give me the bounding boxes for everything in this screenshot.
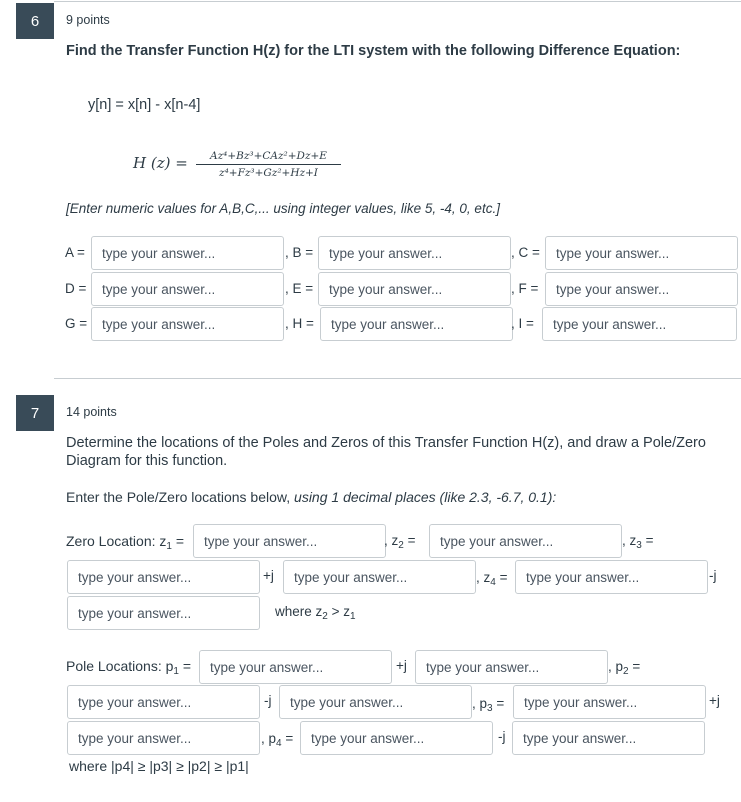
pole-label-text: Pole Locations: p bbox=[66, 658, 174, 674]
label-d: D = bbox=[65, 281, 87, 296]
z2-imag-input[interactable] bbox=[67, 560, 260, 594]
z4-eq: = bbox=[495, 570, 508, 585]
label-h: , H = bbox=[285, 316, 314, 331]
transfer-function-denominator: z⁴+Fz³+Gz²+Hz+I bbox=[219, 167, 318, 179]
z4-imag-input[interactable] bbox=[67, 596, 260, 630]
z3-subscript: 3 bbox=[636, 540, 642, 551]
p2-eq: = bbox=[628, 659, 641, 674]
z3-comma: , bbox=[622, 533, 626, 548]
zero-label-text: Zero Location: z bbox=[66, 533, 167, 549]
p4-subscript: 4 bbox=[276, 738, 282, 749]
z3-real-input[interactable] bbox=[283, 560, 476, 594]
p4-minus-j: -j bbox=[498, 729, 506, 744]
label-g: G = bbox=[65, 316, 88, 331]
p3-comma: , bbox=[472, 696, 476, 711]
input-d[interactable] bbox=[91, 272, 284, 306]
z3-eq: = bbox=[641, 533, 654, 548]
input-b[interactable] bbox=[318, 236, 511, 270]
q7-instruction bbox=[66, 489, 556, 505]
pole-location-label bbox=[66, 658, 191, 677]
fraction-bar bbox=[196, 164, 341, 165]
p3-plus-j: +j bbox=[709, 693, 720, 708]
label-b: , B = bbox=[285, 245, 314, 260]
question-7-points: 14 points bbox=[66, 405, 117, 419]
p2-label: , $p_2$ = bbox=[608, 659, 641, 677]
p2-subscript: 2 bbox=[623, 666, 629, 677]
z1-real-input[interactable] bbox=[193, 524, 386, 558]
input-f[interactable] bbox=[545, 272, 738, 306]
z1-eq: = bbox=[171, 533, 185, 549]
zero-location-label bbox=[66, 533, 184, 552]
label-e: , E = bbox=[285, 281, 314, 296]
z2-real-input[interactable] bbox=[429, 524, 622, 558]
question-7-number: 7 bbox=[16, 395, 54, 431]
p4-label: , $p_4$ = bbox=[261, 731, 294, 749]
z2-subscript: 2 bbox=[398, 540, 404, 551]
z3-label: , $z_3$ = bbox=[622, 533, 654, 551]
z4-label: , $z_4$ = bbox=[476, 570, 508, 588]
zero-where-mid: > z bbox=[327, 604, 350, 619]
label-f: , F = bbox=[511, 281, 539, 296]
question-6-title: Find the Transfer Function H(z) for the LTI system with the following Difference Equation: bbox=[66, 43, 681, 59]
p3-subscript: 3 bbox=[487, 703, 493, 714]
question-6-points: 9 points bbox=[66, 13, 110, 27]
difference-equation: y[n] = x[n] - x[n-4] bbox=[88, 97, 201, 113]
z2-eq: = bbox=[403, 533, 416, 548]
where-z2-subscript: 2 bbox=[322, 611, 328, 622]
p1-plus-j: +j bbox=[396, 658, 407, 673]
where-z1-subscript: 1 bbox=[349, 611, 356, 622]
input-c[interactable] bbox=[545, 236, 738, 270]
z4-minus-j: -j bbox=[709, 568, 717, 583]
question-7-top-divider bbox=[54, 378, 741, 379]
transfer-function-numerator: Az⁴+Bz³+CAz²+Dz+E bbox=[210, 150, 327, 162]
zero-constraint bbox=[275, 604, 356, 622]
input-h[interactable] bbox=[320, 307, 513, 341]
p4-imag-input[interactable] bbox=[512, 721, 705, 755]
p3-eq: = bbox=[492, 696, 505, 711]
transfer-function-fraction bbox=[196, 150, 341, 179]
question-6-number: 6 bbox=[16, 3, 54, 39]
pole-constraint: where |p4| ≥ |p3| ≥ |p2| ≥ |p1| bbox=[69, 758, 249, 774]
q7-instruction-italic: using 1 decimal places (like 2.3, -6.7, 0.1): bbox=[294, 489, 557, 505]
p3-real-input[interactable] bbox=[513, 685, 706, 719]
zero-where-prefix: where z bbox=[275, 604, 323, 619]
z4-real-input[interactable] bbox=[515, 560, 708, 594]
z1-subscript: 1 bbox=[166, 541, 172, 552]
p1-subscript: 1 bbox=[173, 666, 179, 677]
label-a: A = bbox=[65, 245, 85, 260]
input-a[interactable] bbox=[91, 236, 284, 270]
z4-subscript: 4 bbox=[490, 577, 496, 588]
p4-real-input[interactable] bbox=[300, 721, 493, 755]
z2-comma: , bbox=[384, 533, 388, 548]
label-i: , I = bbox=[511, 316, 534, 331]
p3-imag-input[interactable] bbox=[67, 721, 260, 755]
p3-label: , $p_3$ = bbox=[472, 696, 505, 714]
p2-real-input[interactable] bbox=[67, 685, 260, 719]
p2-minus-j: -j bbox=[264, 693, 272, 708]
p4-eq: = bbox=[281, 731, 294, 746]
p2-imag-input[interactable] bbox=[279, 685, 472, 719]
question-6-top-divider bbox=[54, 1, 741, 2]
input-g[interactable] bbox=[91, 307, 284, 341]
transfer-function-lhs: H (z) = bbox=[133, 154, 188, 172]
label-c: , C = bbox=[511, 245, 540, 260]
q6-instruction: [Enter numeric values for A,B,C,... using integer values, like 5, -4, 0, etc.] bbox=[66, 201, 500, 216]
question-7-description: Determine the locations of the Poles and Zeros of this Transfer Function H(z), and draw a Pole/Zero Diagram for this function. bbox=[66, 435, 706, 469]
input-i[interactable] bbox=[542, 307, 737, 341]
z2-plus-j: +j bbox=[263, 568, 274, 583]
input-e[interactable] bbox=[318, 272, 511, 306]
p1-real-input[interactable] bbox=[199, 650, 392, 684]
p1-imag-input[interactable] bbox=[415, 650, 608, 684]
z2-label: , $z_2$ = bbox=[384, 533, 416, 551]
p1-eq: = bbox=[178, 658, 192, 674]
p4-comma: , bbox=[261, 731, 265, 746]
q7-instruction-plain: Enter the Pole/Zero locations below, bbox=[66, 489, 295, 505]
z4-comma: , bbox=[476, 570, 480, 585]
p2-comma: , bbox=[608, 659, 612, 674]
